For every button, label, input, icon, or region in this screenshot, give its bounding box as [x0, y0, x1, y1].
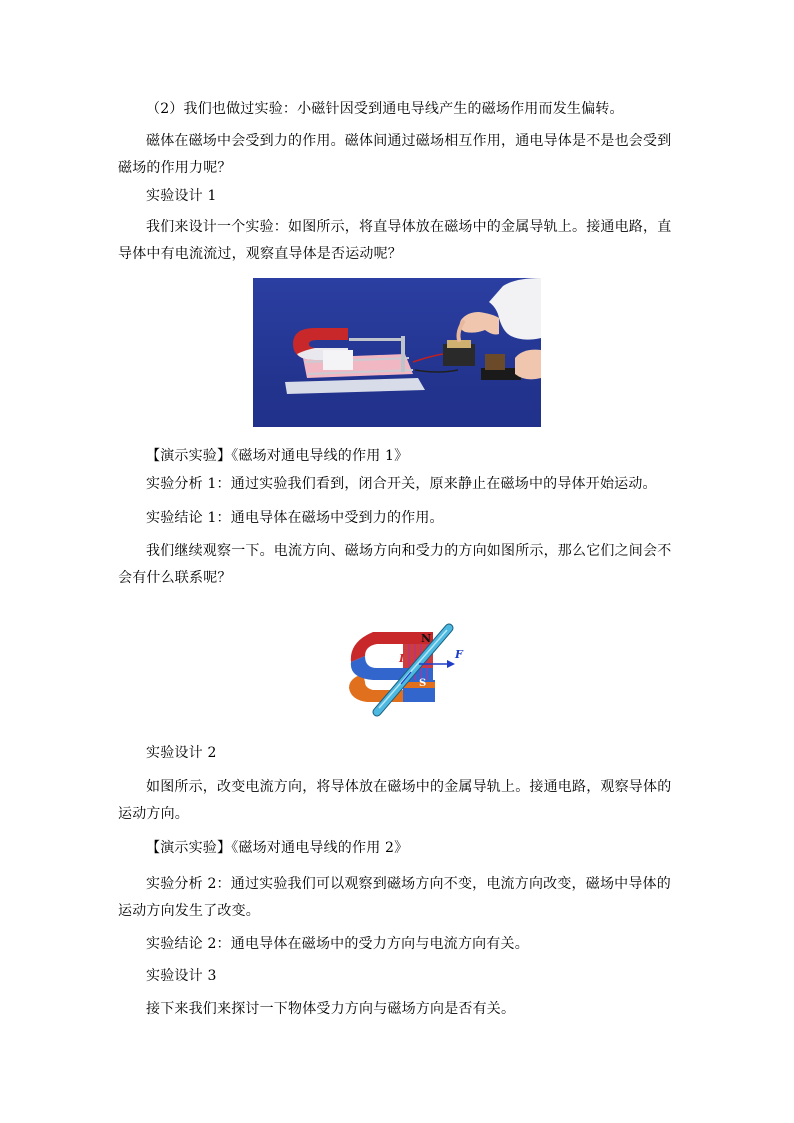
paragraph-14: 实验设计 3: [146, 968, 217, 984]
paragraph-8: 我们继续观察一下。电流方向、磁场方向和受力的方向如图所示，那么它们之间会不会有什么联系呢？: [118, 543, 672, 586]
paragraph-5: 【演示实验】《磁场对通电导线的作用 1》: [146, 448, 409, 464]
paragraph-15: 接下来我们来探讨一下物体受力方向与磁场方向是否有关。: [146, 1001, 516, 1017]
paragraph-11: 【演示实验】《磁场对通电导线的作用 2》: [146, 840, 409, 856]
paragraph-1: （2）我们也做过实验：小磁针因受到通电导线产生的磁场作用而发生偏转。: [146, 101, 624, 117]
force-label: F: [455, 648, 463, 661]
paragraph-10: 如图所示，改变电流方向，将导体放在磁场中的金属导轨上。接通电路，观察导体的运动方向。: [118, 779, 672, 822]
paragraph-4: 我们来设计一个实验：如图所示，将直导体放在磁场中的金属导轨上。接通电路，直导体中有电流流过，观察直导体是否运动呢？: [118, 219, 672, 262]
south-label: S: [419, 678, 427, 689]
experiment-photo: [253, 278, 541, 427]
paragraph-2: 磁体在磁场中会受到力的作用。磁体间通过磁场相互作用，通电导体是不是也会受到磁场的作用力呢？: [118, 133, 672, 176]
paragraph-9: 实验设计 2: [146, 745, 217, 761]
paragraph-3: 实验设计 1: [146, 188, 217, 204]
paragraph-12: 实验分析 2：通过实验我们可以观察到磁场方向不变，电流方向改变，磁场中导体的运动方向发生了改变。: [118, 876, 671, 919]
paragraph-6: 实验分析 1：通过实验我们看到，闭合开关，原来静止在磁场中的导体开始运动。: [146, 476, 657, 492]
paragraph-13: 实验结论 2：通电导体在磁场中的受力方向与电流方向有关。: [146, 936, 529, 952]
paragraph-7: 实验结论 1：通电导体在磁场中受到力的作用。: [146, 510, 444, 526]
north-label: N: [421, 632, 432, 645]
current-label: I: [399, 652, 405, 665]
magnet-force-diagram: [343, 622, 473, 718]
